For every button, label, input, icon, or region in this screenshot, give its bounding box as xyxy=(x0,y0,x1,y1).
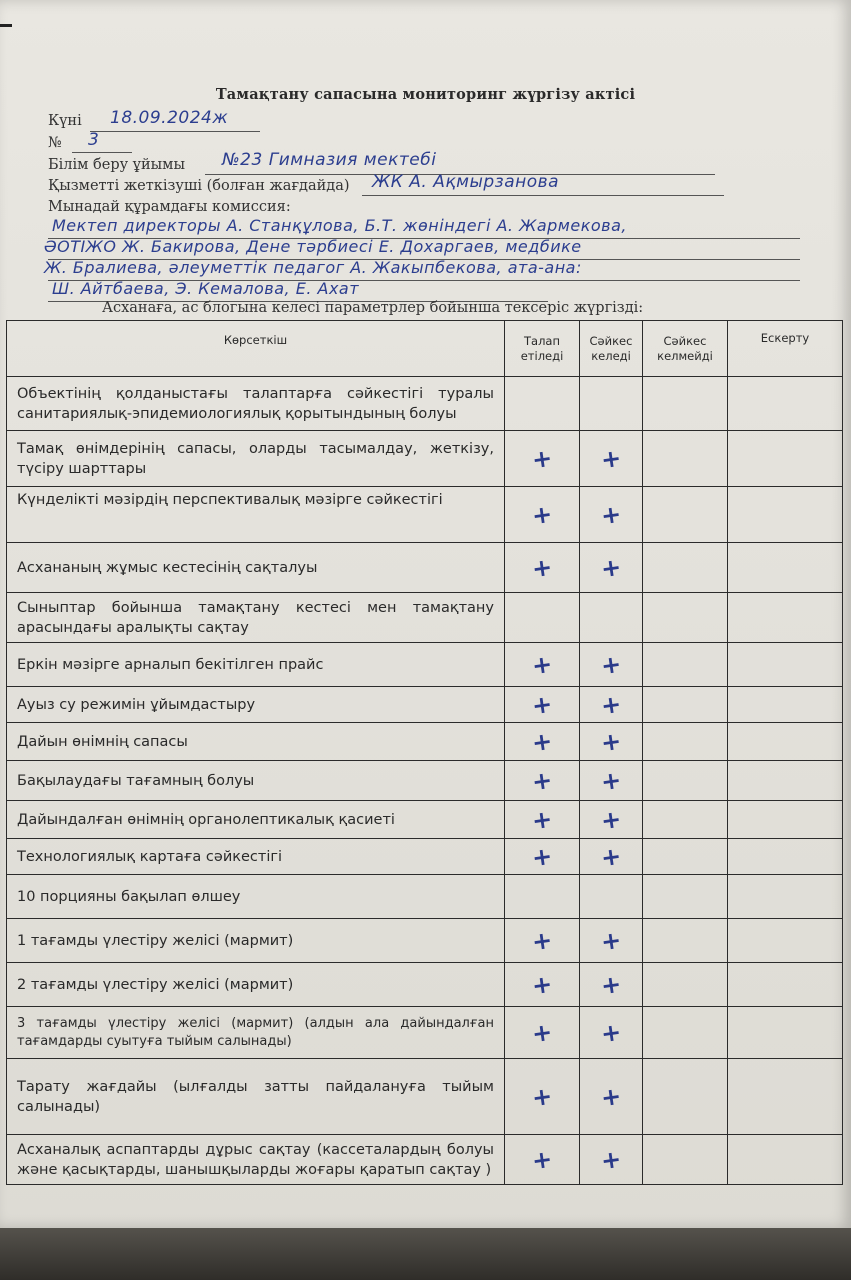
table-row xyxy=(7,687,843,723)
indicator-cell: Күнделікті мәзірдің перспективалық мәзірге сәйкестігі xyxy=(7,487,505,543)
commission-line-2: ӘОТІЖО Ж. Бакирова, Дене тәрбиесі Е. Дохаргаев, медбике xyxy=(44,237,582,256)
compliant-cell xyxy=(580,1059,643,1135)
noncompliant-cell xyxy=(643,801,728,839)
indicator-cell: 10 порцияны бақылап өлшеу xyxy=(7,875,505,919)
required-mark: + xyxy=(530,1144,554,1175)
compliant-cell xyxy=(580,431,643,487)
note-cell xyxy=(728,1059,843,1135)
table-row xyxy=(7,431,843,487)
required-cell xyxy=(505,801,580,839)
required-mark: + xyxy=(530,841,554,872)
required-mark: + xyxy=(530,552,554,583)
note-cell xyxy=(728,543,843,593)
commission-line-4: Ш. Айтбаева, Э. Кемалова, Е. Ахат xyxy=(52,279,360,298)
noncompliant-cell xyxy=(643,593,728,643)
required-mark: + xyxy=(530,689,554,720)
header-indicator: Көрсеткіш xyxy=(7,321,505,377)
note-cell xyxy=(728,487,843,543)
indicator-cell: 2 тағамды үлестіру желісі (мармит) xyxy=(7,963,505,1007)
note-cell xyxy=(728,875,843,919)
indicator-cell: Асхананың жұмыс кестесінің сақталуы xyxy=(7,543,505,593)
required-cell xyxy=(505,687,580,723)
commission-line-1: Мектеп директоры А. Станқұлова, Б.Т. жөніндегі А. Жармекова, xyxy=(52,216,627,235)
noncompliant-cell xyxy=(643,687,728,723)
header-compliant: Сәйкес келеді xyxy=(580,321,643,377)
required-cell xyxy=(505,875,580,919)
required-mark: + xyxy=(530,1081,554,1112)
noncompliant-cell xyxy=(643,963,728,1007)
table-row xyxy=(7,643,843,687)
required-cell xyxy=(505,1059,580,1135)
compliant-cell xyxy=(580,919,643,963)
indicator-cell: Объектінің қолданыстағы талаптарға сәйкестігі туралы санитариялық-эпидемиологиялық қорытындының болуы xyxy=(7,377,505,431)
header-note: Ескерту xyxy=(728,321,843,377)
noncompliant-cell xyxy=(643,875,728,919)
noncompliant-cell xyxy=(643,723,728,761)
required-cell xyxy=(505,487,580,543)
indicator-cell: Еркін мәзірге арналып бекітілген прайс xyxy=(7,643,505,687)
noncompliant-cell xyxy=(643,839,728,875)
required-mark: + xyxy=(530,726,554,757)
required-mark: + xyxy=(530,649,554,680)
noncompliant-cell xyxy=(643,761,728,801)
noncompliant-cell xyxy=(643,1059,728,1135)
noncompliant-cell xyxy=(643,1007,728,1059)
background-surface xyxy=(0,1228,851,1280)
required-cell xyxy=(505,593,580,643)
compliant-mark: + xyxy=(599,1144,623,1175)
compliant-mark: + xyxy=(599,765,623,796)
indicator-cell: Асханалық аспаптарды дұрыс сақтау (кассеталардың болуы және қасықтарды, шанышқыларды жоғары қаратып сақтау ) xyxy=(7,1135,505,1185)
org-label: Білім беру ұйымы xyxy=(48,157,185,173)
compliant-cell xyxy=(580,723,643,761)
required-mark: + xyxy=(530,765,554,796)
compliant-cell xyxy=(580,1135,643,1185)
compliant-mark: + xyxy=(599,1081,623,1112)
required-cell xyxy=(505,723,580,761)
note-cell xyxy=(728,1135,843,1185)
required-cell xyxy=(505,839,580,875)
table-row xyxy=(7,919,843,963)
compliant-mark: + xyxy=(599,969,623,1000)
required-cell xyxy=(505,963,580,1007)
supplier-label: Қызметті жеткізуші (болған жағдайда) xyxy=(48,178,350,194)
table-row xyxy=(7,839,843,875)
indicator-cell: Тамақ өнімдерінің сапасы, оларды тасымалдау, жеткізу, түсіру шарттары xyxy=(7,431,505,487)
indicator-cell: 1 тағамды үлестіру желісі (мармит) xyxy=(7,919,505,963)
noncompliant-cell xyxy=(643,643,728,687)
indicator-cell: Ауыз су режимін ұйымдастыру xyxy=(7,687,505,723)
edge-mark xyxy=(0,24,12,27)
required-mark: + xyxy=(530,1017,554,1048)
required-cell xyxy=(505,431,580,487)
required-cell xyxy=(505,643,580,687)
date-label: Күні xyxy=(48,113,82,129)
compliant-mark: + xyxy=(599,689,623,720)
noncompliant-cell xyxy=(643,377,728,431)
document-title: Тамақтану сапасына мониторинг жүргізу актісі xyxy=(215,86,636,103)
inspection-intro: Асханаға, ас блогына келесі параметрлер бойынша тексеріс жүргізді: xyxy=(102,300,644,316)
compliant-mark: + xyxy=(599,841,623,872)
compliant-cell xyxy=(580,875,643,919)
compliant-mark: + xyxy=(599,552,623,583)
required-mark: + xyxy=(530,443,554,474)
compliant-cell xyxy=(580,801,643,839)
compliant-mark: + xyxy=(599,649,623,680)
note-cell xyxy=(728,687,843,723)
required-cell xyxy=(505,1007,580,1059)
required-cell xyxy=(505,919,580,963)
number-label: № xyxy=(48,135,62,151)
compliant-cell xyxy=(580,643,643,687)
compliant-mark: + xyxy=(599,726,623,757)
date-underline xyxy=(90,131,260,132)
table-header-row xyxy=(7,321,843,377)
commission-line-3: Ж. Бралиева, әлеуметтік педагог А. Жакыпбекова, ата-ана: xyxy=(44,258,582,277)
table-row xyxy=(7,1059,843,1135)
note-cell xyxy=(728,593,843,643)
indicator-cell: Дайындалған өнімнің органолептикалық қасиеті xyxy=(7,801,505,839)
compliant-cell xyxy=(580,377,643,431)
indicator-cell: Дайын өнімнің сапасы xyxy=(7,723,505,761)
date-value: 18.09.2024ж xyxy=(110,108,229,128)
noncompliant-cell xyxy=(643,919,728,963)
indicator-cell: Бақылаудағы тағамның болуы xyxy=(7,761,505,801)
compliant-cell xyxy=(580,687,643,723)
required-mark: + xyxy=(530,969,554,1000)
note-cell xyxy=(728,643,843,687)
commission-label: Мынадай құрамдағы комиссия: xyxy=(48,199,291,215)
required-mark: + xyxy=(530,925,554,956)
number-underline xyxy=(72,152,132,153)
compliant-cell xyxy=(580,543,643,593)
indicator-cell: Сыныптар бойынша тамақтану кестесі мен тамақтану арасындағы аралықты сақтау xyxy=(7,593,505,643)
indicator-cell: Технологиялық картаға сәйкестігі xyxy=(7,839,505,875)
note-cell xyxy=(728,1007,843,1059)
table-row xyxy=(7,543,843,593)
table-row xyxy=(7,1007,843,1059)
supplier-value: ЖК А. Ақмырзанова xyxy=(372,172,560,192)
note-cell xyxy=(728,963,843,1007)
compliant-cell xyxy=(580,761,643,801)
note-cell xyxy=(728,723,843,761)
header-required: Талап етіледі xyxy=(505,321,580,377)
note-cell xyxy=(728,377,843,431)
number-value: 3 xyxy=(88,130,100,150)
table-row xyxy=(7,487,843,543)
noncompliant-cell xyxy=(643,431,728,487)
table-row xyxy=(7,761,843,801)
required-mark: + xyxy=(530,499,554,530)
noncompliant-cell xyxy=(643,1135,728,1185)
compliant-mark: + xyxy=(599,499,623,530)
table-row xyxy=(7,963,843,1007)
table-row xyxy=(7,723,843,761)
compliant-mark: + xyxy=(599,1017,623,1048)
note-cell xyxy=(728,761,843,801)
table-row xyxy=(7,593,843,643)
required-cell xyxy=(505,1135,580,1185)
compliant-cell xyxy=(580,593,643,643)
compliant-cell xyxy=(580,839,643,875)
required-cell xyxy=(505,543,580,593)
inspection-table xyxy=(6,320,843,1185)
compliant-mark: + xyxy=(599,443,623,474)
noncompliant-cell xyxy=(643,543,728,593)
org-value: №23 Гимназия мектебі xyxy=(222,150,437,170)
indicator-cell: Тарату жағдайы (ылғалды затты пайдалануға тыйым салынады) xyxy=(7,1059,505,1135)
note-cell xyxy=(728,919,843,963)
required-cell xyxy=(505,377,580,431)
compliant-mark: + xyxy=(599,925,623,956)
noncompliant-cell xyxy=(643,487,728,543)
compliant-cell xyxy=(580,963,643,1007)
note-cell xyxy=(728,801,843,839)
compliant-mark: + xyxy=(599,804,623,835)
required-mark: + xyxy=(530,804,554,835)
table-row xyxy=(7,875,843,919)
compliant-cell xyxy=(580,487,643,543)
supplier-underline xyxy=(362,195,724,196)
compliant-cell xyxy=(580,1007,643,1059)
required-cell xyxy=(505,761,580,801)
table-row xyxy=(7,801,843,839)
note-cell xyxy=(728,431,843,487)
table-row xyxy=(7,377,843,431)
table-row xyxy=(7,1135,843,1185)
note-cell xyxy=(728,839,843,875)
header-noncompliant: Сәйкес келмейді xyxy=(643,321,728,377)
indicator-cell: 3 тағамды үлестіру желісі (мармит) (алдын ала дайындалған тағамдарды суытуға тыйым салынады) xyxy=(7,1007,505,1059)
